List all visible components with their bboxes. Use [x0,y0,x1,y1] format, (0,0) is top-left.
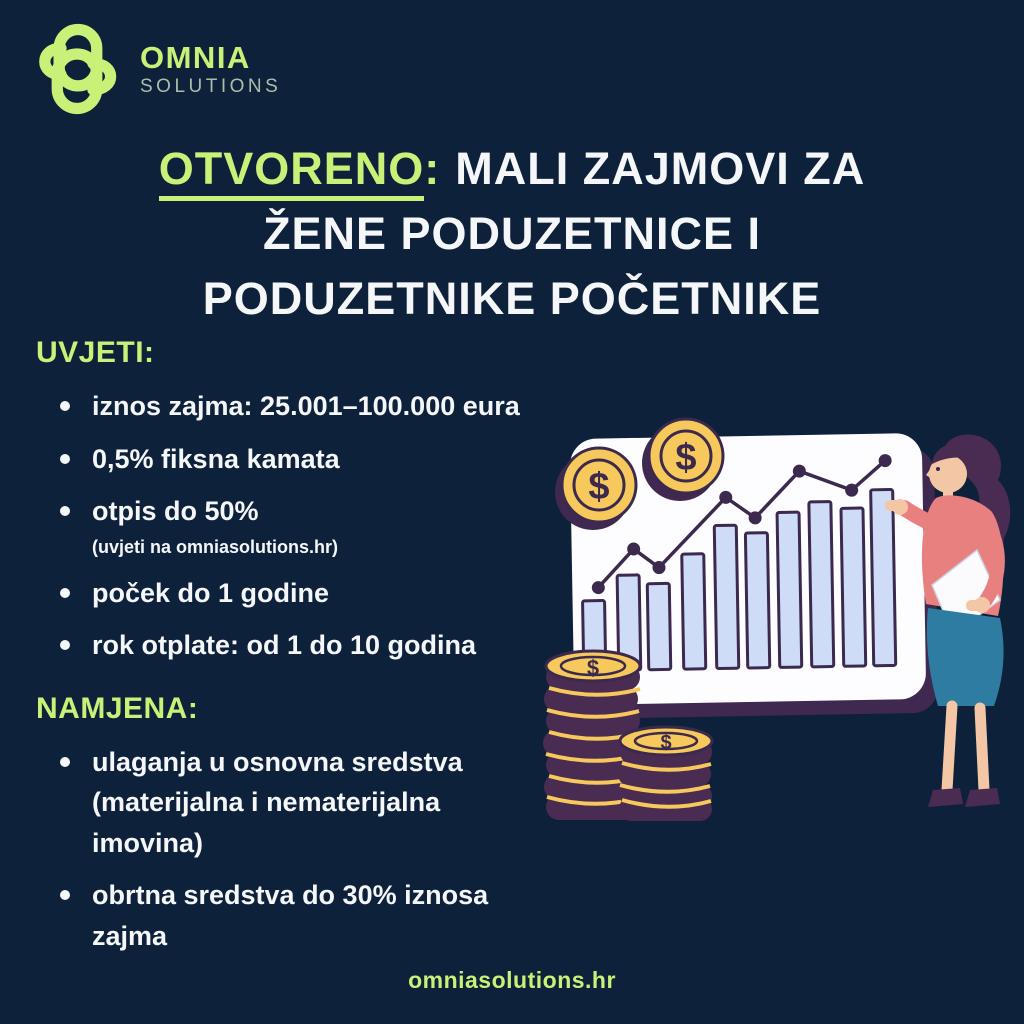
footer-url: omniasolutions.hr [408,967,616,993]
title-line-3: PODUZETNIKE POČETNIKE [202,273,822,324]
list-item-text: (materijalna i nematerijalna [92,787,441,817]
interlocked-knot-icon [30,22,124,116]
list-item-text: obrtna sredstva do 30% iznosa [92,880,489,910]
list-item [36,439,606,480]
namjena-section [36,692,606,957]
bullet-dot-icon [60,454,70,464]
growth-chart-illustration [535,400,1024,830]
list-item [36,875,606,956]
logo-name: OMNIA [140,40,251,75]
uvjeti-heading: UVJETI: [36,336,155,369]
list-item-text: poček do 1 godine [92,577,330,608]
list-item [36,491,606,561]
list-item-text: rok otplate: od 1 do 10 godina [92,630,477,660]
list-item [36,386,606,427]
bullet-dot-icon [60,588,70,598]
list-item-text: ulaganja u osnovna sredstva [92,746,463,777]
page-title [0,136,1024,331]
bullet-dot-icon [60,890,70,900]
title-colon: : [424,143,441,194]
logo-subtitle: SOLUTIONS [140,76,282,97]
svg-text:$: $ [660,732,672,754]
logo-text [140,42,281,96]
title-line-1 [0,136,1024,201]
title-highlight: OTVORENO [159,143,425,201]
uvjeti-list [36,386,606,666]
list-item [36,742,606,864]
svg-text:$: $ [675,437,697,479]
list-item-text: iznos zajma: 25.001–100.000 eura [92,391,520,421]
bullet-dot-icon [60,640,70,650]
title-line-1-rest: MALI ZAJMOVI ZA [455,143,866,194]
title-line-2: ŽENE PODUZETNICE I [262,208,762,259]
svg-text:$: $ [586,655,600,681]
list-item-text: zajma [92,920,168,951]
bullet-dot-icon [60,401,70,411]
list-item-note: (uvjeti na omniasolutions.hr) [92,536,339,557]
list-item [36,573,606,614]
namjena-heading: NAMJENA: [36,691,199,725]
namjena-list [36,742,606,957]
svg-text:$: $ [588,466,610,508]
coin-stack-icon [618,727,712,821]
logo [30,22,281,116]
list-item-text: otpis do 50% [92,496,259,526]
bullet-dot-icon [60,757,70,767]
list-item-text: imovina) [92,827,204,858]
list-item-text: 0,5% fiksna kamata [92,443,340,474]
bullet-dot-icon [60,506,70,516]
list-item [36,625,606,666]
content-column [36,336,606,968]
